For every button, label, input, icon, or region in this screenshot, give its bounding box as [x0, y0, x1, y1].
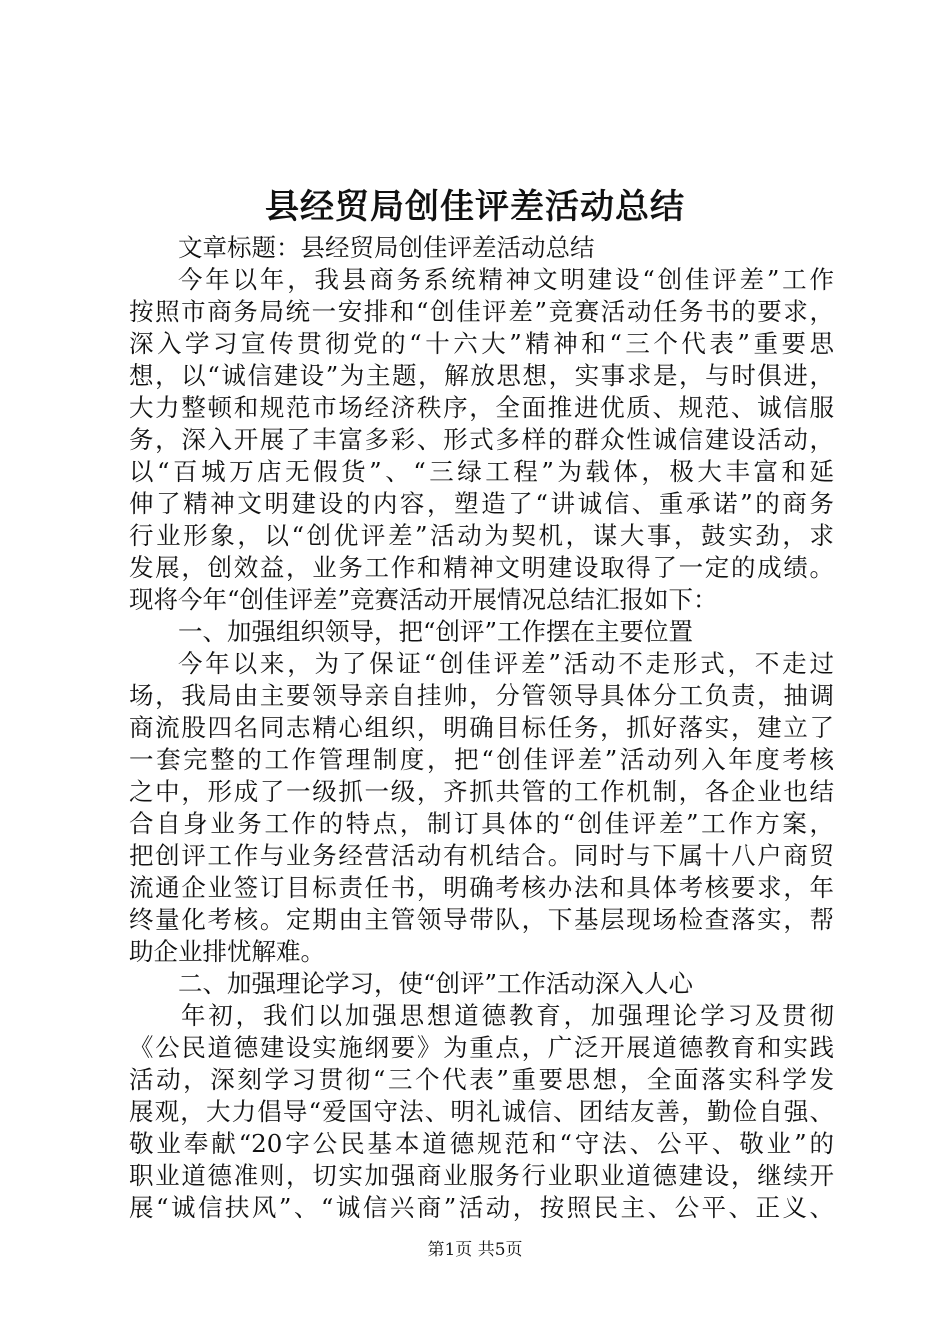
- text-line: 深入学习宣传贯彻党的“十六大”精神和“三个代表”重要思: [129, 329, 834, 358]
- text-line: 《公民道德建设实施纲要》为重点，广泛开展道德教育和实践: [129, 1033, 834, 1062]
- text-line: 流通企业签订目标责任书，明确考核办法和具体考核要求，年: [129, 873, 834, 902]
- text-line: 务，深入开展了丰富多彩、形式多样的群众性诚信建设活动，: [129, 425, 834, 454]
- text-line: 终量化考核。定期由主管领导带队，下基层现场检查落实，帮: [129, 905, 834, 934]
- text-line: 展观，大力倡导“爱国守法、明礼诚信、团结友善，勤俭自强、: [129, 1097, 834, 1126]
- text-line: 展“诚信扶风”、“诚信兴商”活动，按照民主、公平、正义、: [129, 1193, 834, 1222]
- text-line: 年初，我们以加强思想道德教育，加强理论学习及贯彻: [181, 1001, 834, 1030]
- text-line: 今年以年，我县商务系统精神文明建设“创佳评差”工作: [178, 265, 834, 294]
- text-line: 场，我局由主要领导亲自挂帅，分管领导具体分工负责，抽调: [129, 681, 834, 710]
- page-footer: 第1页 共5页: [427, 1240, 523, 1260]
- text-line: 伸了精神文明建设的内容，塑造了“讲诚信、重承诺”的商务: [129, 489, 834, 518]
- text-line: 现将今年“创佳评差”竞赛活动开展情况总结汇报如下：: [129, 585, 718, 614]
- text-line: 按照市商务局统一安排和“创佳评差”竞赛活动任务书的要求，: [129, 297, 834, 326]
- text-line: 行业形象，以“创优评差”活动为契机，谋大事，鼓实劲，求: [129, 521, 834, 550]
- text-line: 商流股四名同志精心组织，明确目标任务，抓好落实，建立了: [129, 713, 834, 742]
- text-line: 把创评工作与业务经营活动有机结合。同时与下属十八户商贸: [129, 841, 834, 870]
- text-line: 今年以来，为了保证“创佳评差”活动不走形式，不走过: [178, 649, 834, 678]
- text-line: 活动，深刻学习贯彻“三个代表”重要思想，全面落实科学发: [129, 1065, 834, 1094]
- text-line: 合自身业务工作的特点，制订具体的“创佳评差”工作方案，: [129, 809, 834, 838]
- text-line: 二、加强理论学习，使“创评”工作活动深入人心: [178, 969, 694, 998]
- text-line: 职业道德准则，切实加强商业服务行业职业道德建设，继续开: [129, 1161, 834, 1190]
- text-line: 助企业排忧解难。: [129, 937, 325, 966]
- text-line: 大力整顿和规范市场经济秩序，全面推进优质、规范、诚信服: [129, 393, 834, 422]
- text-line: 文章标题：县经贸局创佳评差活动总结: [178, 233, 595, 262]
- text-line: 想，以“诚信建设”为主题，解放思想，实事求是，与时俱进，: [129, 361, 834, 390]
- document-title: 县经贸局创佳评差活动总结: [265, 187, 685, 227]
- text-line: 之中，形成了一级抓一级，齐抓共管的工作机制，各企业也结: [129, 777, 834, 806]
- text-line: 以“百城万店无假货”、“三绿工程”为载体，极大丰富和延: [129, 457, 834, 486]
- text-line: 发展，创效益，业务工作和精神文明建设取得了一定的成绩。: [129, 553, 834, 582]
- text-line: 一套完整的工作管理制度，把“创佳评差”活动列入年度考核: [129, 745, 834, 774]
- text-line: 敬业奉献“20字公民基本道德规范和“守法、公平、敬业”的: [129, 1129, 834, 1158]
- text-line: 一、加强组织领导，把“创评”工作摆在主要位置: [178, 617, 694, 646]
- document-body: [129, 232, 834, 1224]
